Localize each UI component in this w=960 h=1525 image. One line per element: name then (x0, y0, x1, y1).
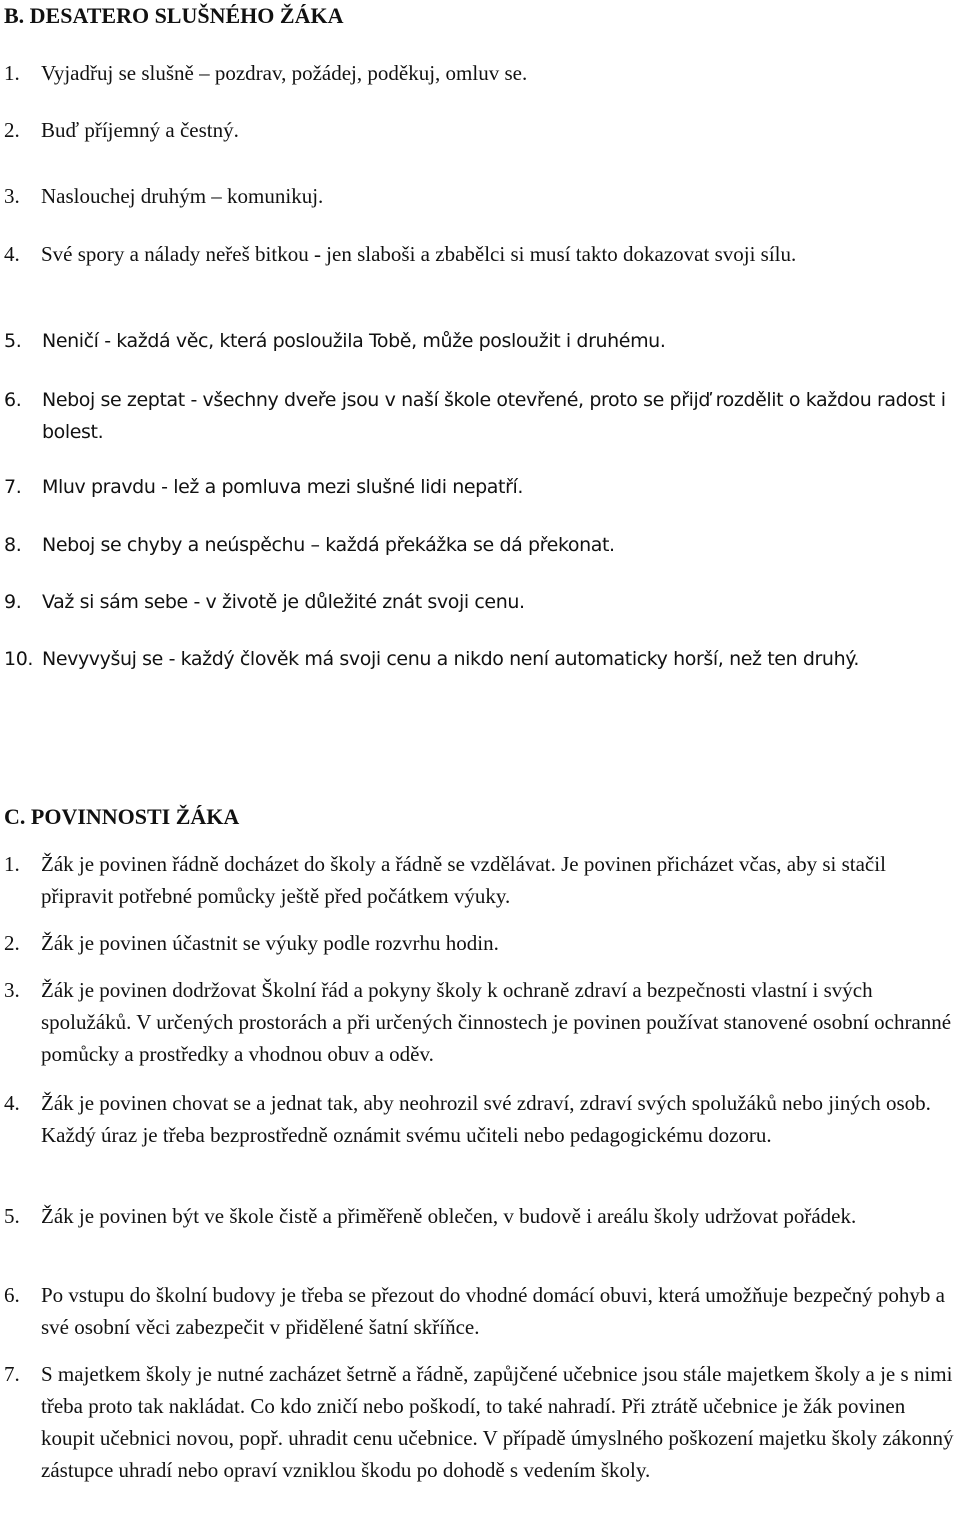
list-item-text: Vyjadřuj se slušně – pozdrav, požádej, poděkuj, omluv se. (41, 61, 528, 85)
list-item-number: 6. (4, 1283, 20, 1307)
list-item-number: 10. (4, 648, 34, 670)
list-item-text: Neboj se zeptat - všechny dveře jsou v naší škole otevřené, proto se přijď rozdělit o každou radost i bolest. (42, 389, 946, 443)
list-item-number: 2. (4, 118, 20, 142)
list-item-text: Mluv pravdu - lež a pomluva mezi slušné lidi nepatří. (42, 476, 524, 498)
list-item-number: 8. (4, 534, 22, 556)
list-item-text: Po vstupu do školní budovy je třeba se přezout do vhodné domácí obuvi, která umožňuje bezpečný pohyb a své osobní věci zabezpečit v přidělené šatní skříňce. (41, 1283, 945, 1339)
list-item-text: S majetkem školy je nutné zacházet šetrně a řádně, zapůjčené učebnice jsou stále majetkem školy a je s nimi třeba proto tak nakládat. Co kdo zničí nebo poškodí, to také nahradí. Při ztrátě učebnice je žák povinen koupit učebnici novou, popř. uhradit cenu učebnice. V případě úmyslného poškození majetku školy zákonný zástupce uhradí nebo opraví vzniklou škodu po dohodě s vedením školy. (41, 1362, 954, 1482)
list-item-number: 5. (4, 1204, 20, 1228)
list-item-text: Buď příjemný a čestný. (41, 118, 239, 142)
list-item-text: Své spory a nálady neřeš bitkou - jen slaboši a zbabělci si musí takto dokazovat svoji sílu. (41, 242, 797, 266)
list-item-text: Važ si sám sebe - v životě je důležité znát svoji cenu. (42, 591, 525, 613)
list-item-text: Neboj se chyby a neúspěchu – každá překážka se dá překonat. (42, 534, 615, 556)
list-item-number: 7. (4, 1362, 20, 1386)
section-b-title: B. DESATERO SLUŠNÉHO ŽÁKA (4, 3, 344, 28)
list-item-number: 1. (4, 61, 20, 85)
list-item-text: Žák je povinen být ve škole čistě a přiměřeně oblečen, v budově i areálu školy udržovat pořádek. (41, 1204, 857, 1228)
list-item-number: 3. (4, 978, 20, 1002)
list-item-text: Neničí - každá věc, která posloužila Tobě, může posloužit i druhému. (42, 330, 666, 352)
list-item-text: Žák je povinen dodržovat Školní řád a pokyny školy k ochraně zdraví a bezpečnosti vlastní i svých spolužáků. V určených prostorách a při určených činnostech je povinen používat stanovené osobní ochranné pomůcky a prostředky a vhodnou obuv a oděv. (41, 978, 952, 1066)
list-item-number: 1. (4, 852, 20, 876)
list-item-number: 4. (4, 1091, 20, 1115)
list-item-text: Žák je povinen účastnit se výuky podle rozvrhu hodin. (41, 931, 499, 955)
list-item-text: Žák je povinen řádně docházet do školy a řádně se vzdělávat. Je povinen přicházet včas, aby si stačil připravit potřebné pomůcky ještě před počátkem výuky. (41, 852, 886, 908)
list-item-number: 9. (4, 591, 22, 613)
list-item-number: 5. (4, 330, 22, 352)
list-item-number: 3. (4, 184, 20, 208)
list-item-number: 2. (4, 931, 20, 955)
list-item-text: Naslouchej druhým – komunikuj. (41, 184, 324, 208)
list-item-text: Nevyvyšuj se - každý člověk má svoji cenu a nikdo není automaticky horší, než ten druhý. (42, 648, 859, 670)
list-item-number: 4. (4, 242, 20, 266)
section-c-title: C. POVINNOSTI ŽÁKA (4, 804, 240, 829)
list-item-text: Žák je povinen chovat se a jednat tak, aby neohrozil své zdraví, zdraví svých spolužáků nebo jiných osob. Každý úraz je třeba bezprostředně oznámit svému učiteli nebo pedagogickému dozoru. (41, 1091, 931, 1147)
list-item-number: 7. (4, 476, 22, 498)
list-item-number: 6. (4, 389, 22, 411)
